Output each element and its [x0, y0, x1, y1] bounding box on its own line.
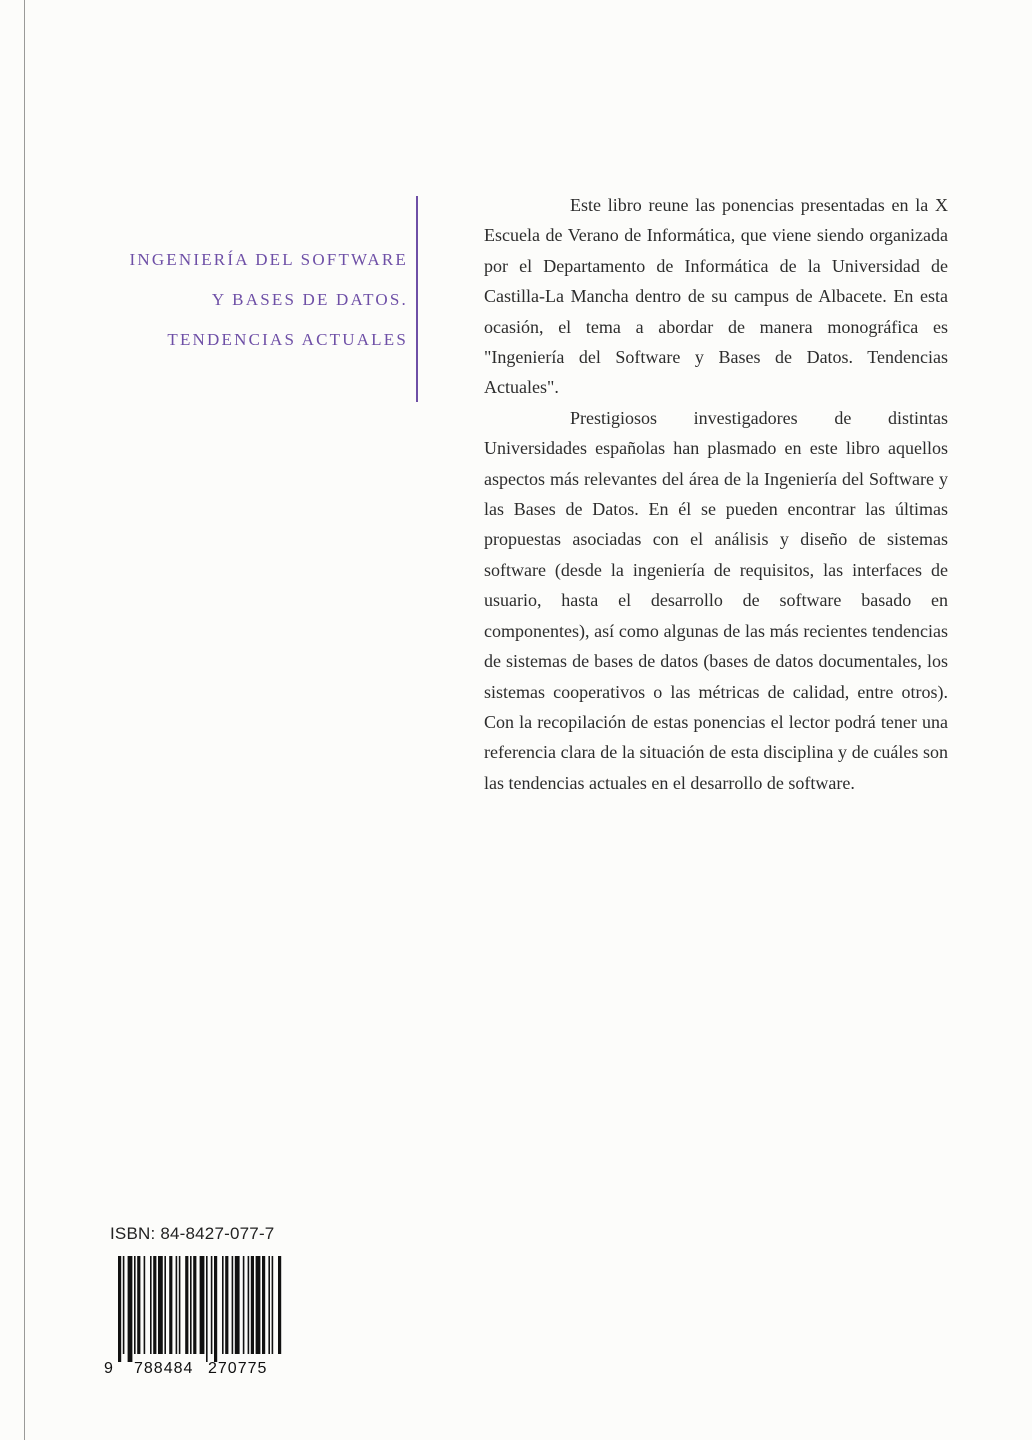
barcode-digits-right: 270775	[208, 1360, 268, 1376]
barcode-bar	[169, 1256, 172, 1354]
barcode-bar	[137, 1256, 140, 1354]
barcode-bar	[190, 1256, 192, 1354]
barcode-bar	[235, 1256, 240, 1354]
blurb	[484, 190, 948, 798]
barcode-bar	[193, 1256, 196, 1354]
barcode-bar	[164, 1256, 166, 1354]
barcode-bar	[150, 1256, 152, 1354]
book-title	[60, 240, 408, 360]
barcode-digits-left: 788484	[134, 1360, 194, 1376]
barcode-bar	[118, 1256, 121, 1362]
title-line-1: INGENIERÍA DEL SOFTWARE	[129, 250, 408, 269]
barcode-image	[104, 1256, 284, 1376]
barcode-bar	[262, 1256, 265, 1354]
title-line-2: Y BASES DE DATOS.	[211, 290, 408, 309]
barcode-bar	[251, 1256, 254, 1354]
barcode-bar	[185, 1256, 188, 1354]
blurb-paragraph-1: Este libro reune las ponencias presentadas en la X Escuela de Verano de Informática, que viene siendo organizada por el Departamento de Informática de la Universidad de Castilla-La Mancha dentro de su campus de Albacete. En esta ocasión, el tema a abordar de manera monográfica es "Ingeniería del Software y Bases de Datos. Tendencias Actuales".	[484, 195, 948, 398]
barcode-bar	[123, 1256, 125, 1354]
barcode-bar	[243, 1256, 245, 1354]
barcode-bar	[144, 1256, 146, 1354]
barcode-bar	[206, 1256, 208, 1362]
barcode-bar	[272, 1256, 274, 1354]
barcode-bar	[211, 1256, 213, 1354]
barcode-bar	[200, 1256, 205, 1354]
blurb-paragraph-2: Prestigiosos investigadores de distintas Universidades españolas han plasmado en este libro aquellos aspectos más relevantes del área de la Ingeniería del Software y las Bases de Datos. En él se pueden encontrar las últimas propuestas asociadas con el análisis y diseño de sistemas software (desde la ingeniería de requisitos, las interfaces de usuario, hasta el desarrollo de software basado en componentes), así como algunas de las más recientes tendencias de sistemas de bases de datos (bases de datos documentales, los sistemas cooperativos o las métricas de calidad, entre otros). Con la recopilación de estas ponencias el lector podrá tener una referencia clara de la situación de esta disciplina y de cuáles son las tendencias actuales en el desarrollo de software.	[484, 407, 948, 793]
barcode-bar	[225, 1256, 228, 1354]
barcode-bar	[214, 1256, 217, 1362]
spine-edge-line	[24, 0, 25, 1440]
title-line-3: TENDENCIAS ACTUALES	[167, 330, 408, 349]
title-divider	[416, 196, 418, 402]
barcode-bar	[268, 1256, 270, 1354]
barcode-bar	[128, 1256, 133, 1362]
barcode-bar	[179, 1256, 181, 1354]
barcode-bar	[248, 1256, 250, 1354]
isbn-label: ISBN: 84-8427-077-7	[110, 1224, 275, 1243]
barcode-bar	[153, 1256, 156, 1354]
barcode	[104, 1256, 284, 1376]
barcode-digit-first: 9	[104, 1360, 113, 1376]
barcode-bar	[134, 1256, 136, 1354]
barcode-bar	[158, 1256, 163, 1354]
barcode-bar	[278, 1256, 281, 1354]
barcode-bar	[232, 1256, 234, 1354]
barcode-bar	[222, 1256, 224, 1354]
barcode-bar	[176, 1256, 178, 1354]
barcode-bar	[256, 1256, 261, 1354]
